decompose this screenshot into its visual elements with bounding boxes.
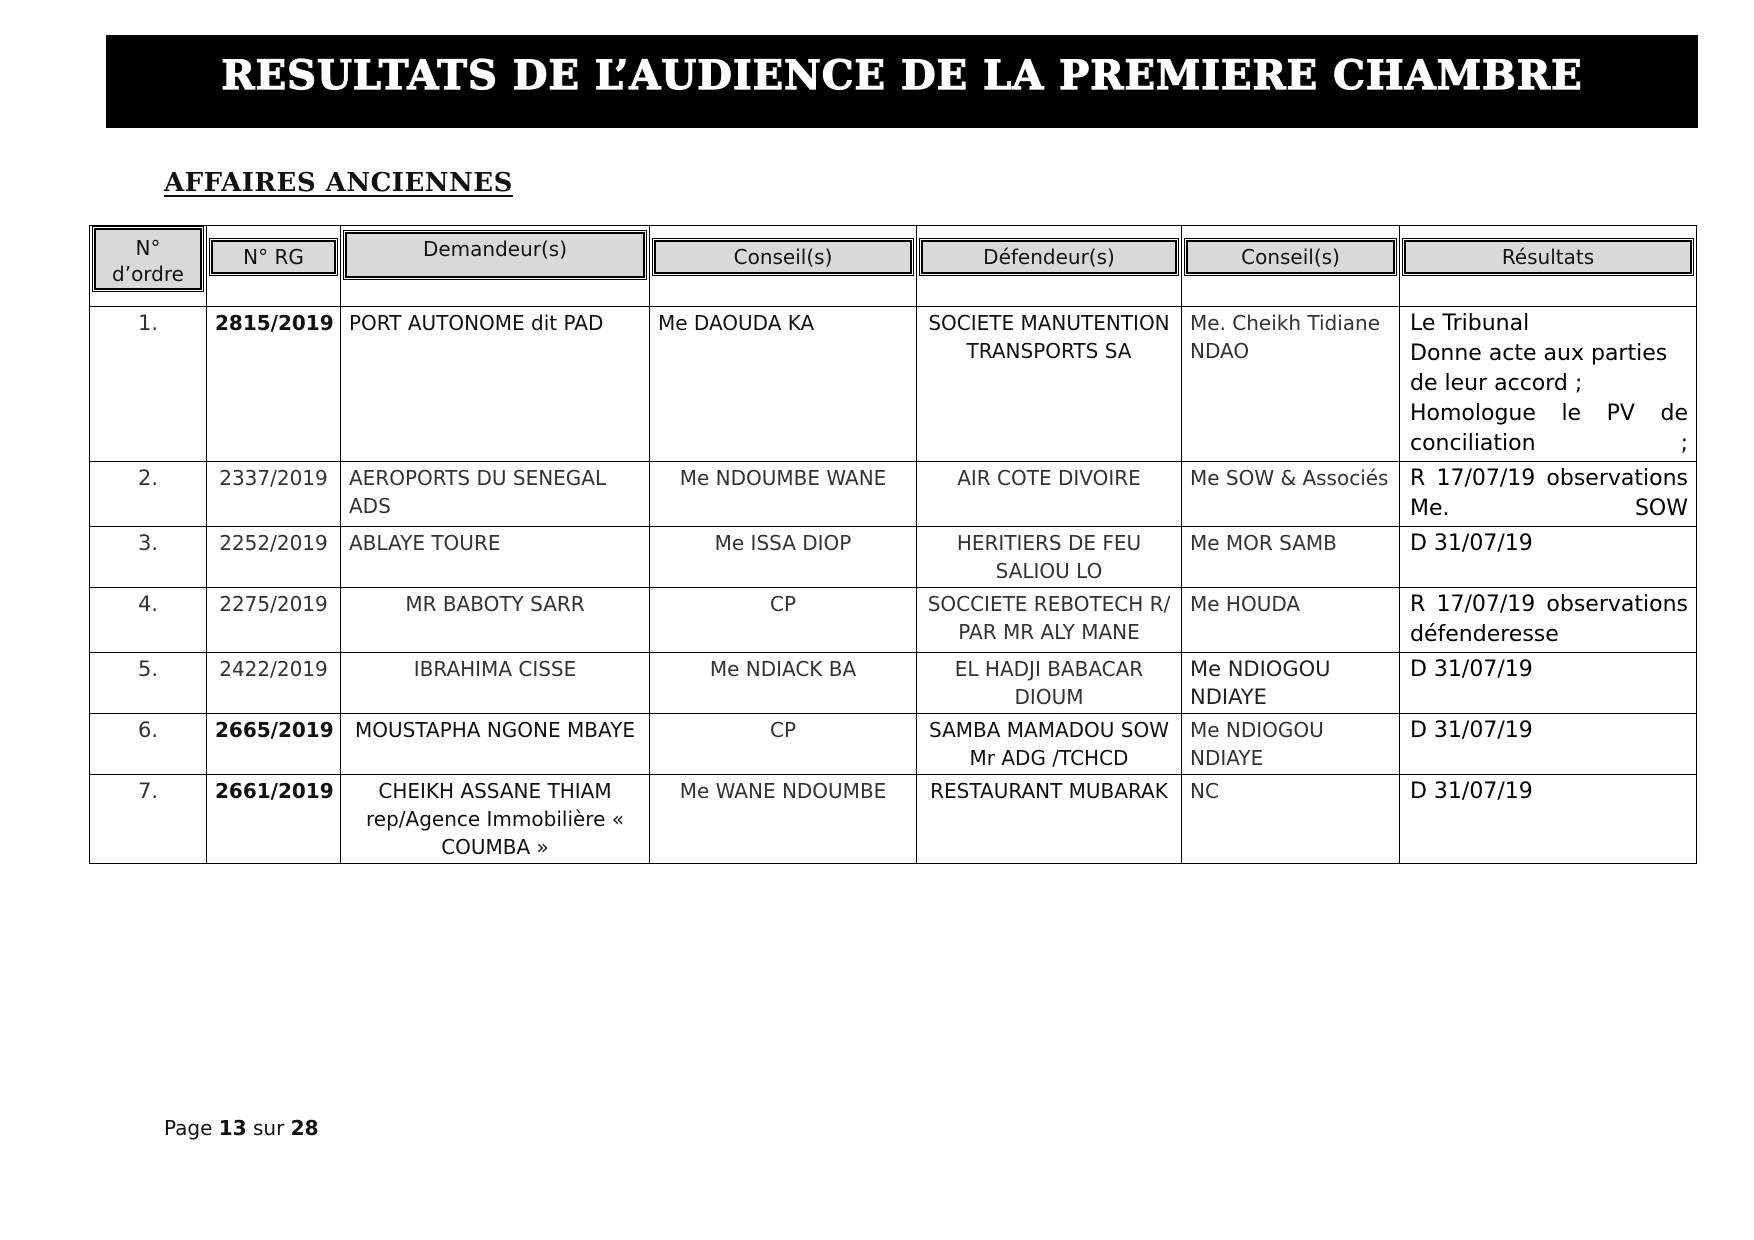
row-conseil1: Me WANE NDOUMBE [650, 775, 917, 864]
header-demandeurs [341, 226, 650, 307]
row-conseil1: Me NDOUMBE WANE [650, 462, 917, 527]
row-resultat-line: Donne acte aux parties de leur accord ; [1410, 341, 1668, 396]
row-ordre: 3. [90, 527, 207, 588]
header-demandeurs-label: Demandeur(s) [345, 232, 645, 278]
row-rg: 2665/2019 [207, 714, 341, 775]
table-row [90, 714, 1697, 775]
page-current: 13 [218, 1116, 247, 1140]
table-row [90, 653, 1697, 714]
header-ordre-label: N° d’ordre [94, 228, 202, 290]
row-resultat-text: R 17/07/19 observations défenderesse [1410, 592, 1688, 647]
header-defendeurs-label: Défendeur(s) [921, 240, 1177, 274]
table-row [90, 307, 1697, 462]
page-banner [106, 35, 1698, 128]
row-conseil2: Me SOW & Associés [1182, 462, 1400, 527]
table-row [90, 775, 1697, 864]
row-resultat-text: R 17/07/19 observations Me. SOW [1410, 466, 1688, 521]
header-ordre [90, 226, 207, 307]
page-of-label: sur [252, 1116, 285, 1140]
row-ordre: 6. [90, 714, 207, 775]
row-conseil2: NC [1182, 775, 1400, 864]
row-conseil1: CP [650, 714, 917, 775]
row-demandeur: IBRAHIMA CISSE [341, 653, 650, 714]
row-ordre: 5. [90, 653, 207, 714]
row-rg: 2815/2019 [207, 307, 341, 462]
row-ordre: 1. [90, 307, 207, 462]
table-header-row [90, 226, 1697, 307]
row-defendeur: SAMBA MAMADOU SOW Mr ADG /TCHCD [917, 714, 1182, 775]
row-resultat [1400, 588, 1697, 653]
row-defendeur: SOCIETE MANUTENTION TRANSPORTS SA [917, 307, 1182, 462]
row-conseil2: Me MOR SAMB [1182, 527, 1400, 588]
results-table [89, 225, 1697, 864]
row-demandeur: MOUSTAPHA NGONE MBAYE [341, 714, 650, 775]
row-rg: 2275/2019 [207, 588, 341, 653]
table-row [90, 462, 1697, 527]
page-footer [164, 1116, 319, 1140]
row-resultat-line: Le Tribunal [1410, 311, 1530, 336]
header-conseil2-label: Conseil(s) [1186, 240, 1395, 274]
row-resultat [1400, 462, 1697, 527]
table-row [90, 588, 1697, 653]
page-title: RESULTATS DE L’AUDIENCE DE LA PREMIERE CHAMBRE [221, 52, 1583, 99]
row-demandeur: MR BABOTY SARR [341, 588, 650, 653]
row-resultat: D 31/07/19 [1400, 527, 1697, 588]
row-defendeur: EL HADJI BABACAR DIOUM [917, 653, 1182, 714]
header-conseil1-label: Conseil(s) [654, 240, 912, 274]
row-conseil2: Me NDIOGOU NDIAYE [1182, 714, 1400, 775]
row-conseil1: Me DAOUDA KA [650, 307, 917, 462]
row-demandeur: ABLAYE TOURE [341, 527, 650, 588]
row-ordre: 2. [90, 462, 207, 527]
row-resultat: D 31/07/19 [1400, 653, 1697, 714]
row-defendeur: SOCCIETE REBOTECH R/ PAR MR ALY MANE [917, 588, 1182, 653]
row-conseil2: Me HOUDA [1182, 588, 1400, 653]
row-resultat: D 31/07/19 [1400, 714, 1697, 775]
row-rg: 2337/2019 [207, 462, 341, 527]
row-ordre: 4. [90, 588, 207, 653]
row-demandeur: CHEIKH ASSANE THIAM rep/Agence Immobilière « COUMBA » [341, 775, 650, 864]
row-resultat-line: Homologue le PV de conciliation ; [1410, 401, 1688, 456]
row-defendeur: AIR COTE DIVOIRE [917, 462, 1182, 527]
row-conseil1: Me NDIACK BA [650, 653, 917, 714]
header-rg-label: N° RG [211, 240, 336, 274]
row-resultat [1400, 307, 1697, 462]
row-rg: 2252/2019 [207, 527, 341, 588]
row-rg: 2422/2019 [207, 653, 341, 714]
table-row [90, 527, 1697, 588]
header-conseil1 [650, 226, 917, 307]
page-total: 28 [290, 1116, 319, 1140]
row-conseil2: Me. Cheikh Tidiane NDAO [1182, 307, 1400, 462]
row-defendeur: HERITIERS DE FEU SALIOU LO [917, 527, 1182, 588]
row-conseil1: CP [650, 588, 917, 653]
header-resultats [1400, 226, 1697, 307]
header-conseil2 [1182, 226, 1400, 307]
row-conseil2: Me NDIOGOU NDIAYE [1182, 653, 1400, 714]
row-conseil1: Me ISSA DIOP [650, 527, 917, 588]
row-demandeur: AEROPORTS DU SENEGAL ADS [341, 462, 650, 527]
row-defendeur: RESTAURANT MUBARAK [917, 775, 1182, 864]
header-rg [207, 226, 341, 307]
page-label: Page [164, 1116, 213, 1140]
header-resultats-label: Résultats [1404, 240, 1692, 274]
header-defendeurs [917, 226, 1182, 307]
section-title: AFFAIRES ANCIENNES [164, 168, 513, 198]
row-ordre: 7. [90, 775, 207, 864]
row-demandeur: PORT AUTONOME dit PAD [341, 307, 650, 462]
row-rg: 2661/2019 [207, 775, 341, 864]
row-resultat: D 31/07/19 [1400, 775, 1697, 864]
